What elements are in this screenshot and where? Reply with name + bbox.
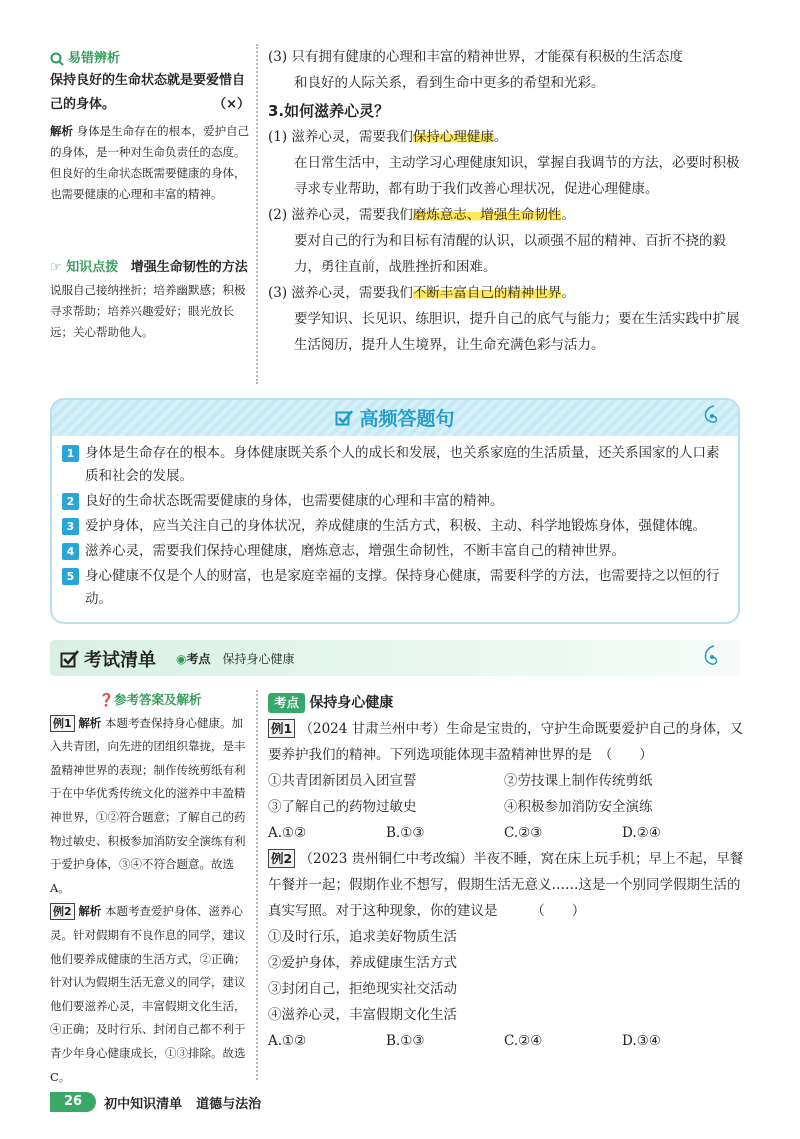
magnifier-icon — [50, 52, 64, 66]
answer-1-label: 例1 — [50, 715, 75, 732]
high-frequency-box — [50, 398, 740, 624]
question-2-label: 例2 — [268, 849, 295, 868]
column-divider-2 — [256, 690, 258, 1080]
question-1-stem: （2024 甘肃兰州中考）生命是宝贵的，守护生命既要爱护自己的身体，又要养护我们的精神。下列选项能体现丰盈精神世界的是 （ ） — [268, 721, 744, 763]
knowledge-point-title: 保持身心健康 — [309, 695, 394, 711]
point3-line1: (3) 只有拥有健康的心理和丰富的精神世界，才能葆有积极的生活态度 — [268, 49, 683, 65]
item-number: 5 — [62, 568, 79, 585]
question-2 — [268, 846, 750, 924]
book-title: 初中知识清单 — [104, 1096, 183, 1112]
knowledge-point-label: 考点 — [268, 693, 305, 713]
error-mark: （×） — [213, 97, 250, 112]
item-text: 良好的生命状态既需要健康的身体，也需要健康的心理和丰富的精神。 — [85, 493, 504, 509]
questions-column — [268, 690, 750, 1054]
knowledge-point — [268, 690, 750, 716]
item-number: 2 — [62, 493, 79, 510]
answer-2: 例2 解析 本题考查爱护身体、滋养心灵。针对假期有不良作息的同学，建议他们要养成健康的生活方式，②正确；针对认为假期生活无意义的同学，建议他们要滋养心灵，丰富假期文化生活，④正确；及时行乐、封闭自己都不利于青少年身心健康成长，①③排除。故选C。 — [50, 904, 246, 1084]
list-item — [62, 442, 724, 488]
error-analysis-title: 易错辨析 — [68, 51, 121, 66]
error-analysis-heading — [50, 48, 250, 69]
point3-line2: 和良好的人际关系，看到生命中更多的希望和光彩。 — [294, 75, 605, 91]
exam-banner — [50, 640, 740, 676]
question-1-options-b: ③了解自己的药物过敏史 ④积极参加消防安全演练 — [268, 799, 653, 815]
analysis-label: 解析 — [50, 124, 73, 138]
list-item — [62, 565, 724, 611]
page-number: 26 — [50, 1092, 96, 1112]
sub3-body: 要学知识、长见识、练胆识，提升自己的底气与能力；要在生活实践中扩展生活阅历，提升人生境界，让生命充满色彩与活力。 — [294, 311, 740, 353]
tips-text: 说服自己接纳挫折；培养幽默感；积极寻求帮助；培养兴趣爱好；眼光放长远；关心帮助他人。 — [50, 283, 246, 339]
item-text: 爱护身体，应当关注自己的身体状况，养成健康的生活方式，积极、主动、科学地锻炼身体，强健体魄。 — [85, 518, 706, 534]
column-divider — [256, 44, 258, 384]
question-1 — [268, 716, 750, 768]
list-item — [62, 490, 724, 513]
question-1-choices: A.①② B.①③ C.②③ D.②④ — [268, 825, 661, 841]
highlight-1: 保持心理健康 — [412, 129, 494, 145]
high-frequency-list — [62, 442, 724, 613]
high-frequency-title: 高频答题句 — [359, 408, 455, 430]
list-item — [62, 540, 724, 563]
sub3-line: (3) 滋养心灵，需要我们不断丰富自己的精神世界。 — [268, 285, 575, 301]
question-1-options-a: ①共青团新团员入团宣誓 ②劳技课上制作传统剪纸 — [268, 773, 653, 789]
question-2-option: ④滋养心灵，丰富假期文化生活 — [268, 1007, 457, 1023]
exam-title: 考试清单 — [84, 650, 156, 671]
sub1-line: (1) 滋养心灵，需要我们保持心理健康。 — [268, 129, 508, 145]
sub1-body: 在日常生活中，主动学习心理健康知识，掌握自我调节的方法，必要时积极寻求专业帮助，都有助于我们改善心理状况，促进心理健康。 — [294, 155, 740, 197]
answer-2-label: 例2 — [50, 903, 75, 920]
error-analysis-body — [50, 121, 250, 205]
item-number: 4 — [62, 543, 79, 560]
key-icon: ❓ — [98, 692, 115, 707]
tips-heading — [50, 256, 250, 280]
answers-heading — [50, 688, 250, 712]
high-frequency-heading — [52, 404, 738, 431]
subject-title: 道德与法治 — [196, 1096, 262, 1112]
highlight-2: 磨炼意志、增强生命韧性 — [412, 207, 562, 223]
question-2-choices: A.①② B.①③ C.②④ D.③④ — [268, 1033, 661, 1049]
item-text: 身体是生命存在的根本。身体健康既关系个人的成长和发展，也关系家庭的生活质量，还关系国家的人口素质和社会的发展。 — [85, 445, 720, 484]
answers-title: 参考答案及解析 — [114, 692, 202, 707]
tips-section — [50, 256, 250, 343]
checkbox-icon — [335, 409, 353, 427]
exam-check-icon — [60, 649, 80, 669]
item-number: 3 — [62, 518, 79, 535]
answer-1-text: 本题考查保持身心健康。加入共青团，向先进的团组织靠拢，是丰盈精神世界的表现；制作传统剪纸有利于在中华优秀传统文化的滋养中丰盈精神世界，①②符合题意；了解自己的药物过敏史、积极参加消防安全演练有利于爱护身体，③④不符合题意。故选A。 — [50, 715, 246, 895]
analysis-text: 身体是生命存在的根本，爱护自己的身体，是一种对生命负责任的态度。但良好的生命状态既需要健康的身体，也需要健康的心理和丰富的精神。 — [50, 124, 250, 201]
section-heading: 3.如何滋养心灵？ — [268, 102, 390, 120]
exam-tag: ◉考点 保持身心健康 — [176, 652, 295, 666]
error-analysis-section — [50, 48, 250, 205]
answer-1: 例1 解析 本题考查保持身心健康。加入共青团，向先进的团组织靠拢，是丰盈精神世界的表现；制作传统剪纸有利于在中华优秀传统文化的滋养中丰盈精神世界，①②符合题意；了解自己的药物过敏史、积极参加消防安全演练有利于爱护身体，③④不符合题意。故选A。 — [50, 715, 246, 895]
highlight-3: 不断丰富自己的精神世界 — [412, 285, 562, 301]
question-2-stem: （2023 贵州铜仁中考改编）半夜不睡，窝在床上玩手机；早上不起，早餐午餐并一起；假期作业不想写，假期生活无意义……这是一个别同学假期生活的真实写照。对于这种现象，你的建议是 （ ） — [268, 851, 744, 919]
error-statement: 保持良好的生命状态就是要爱惜自己的身体。 （×） — [50, 69, 250, 117]
sub2-body: 要对自己的行为和目标有清醒的认识，以顽强不屈的精神、百折不挠的毅力，勇往直前，战胜挫折和困难。 — [294, 233, 726, 275]
answer-2-text: 本题考查爱护身体、滋养心灵。针对假期有不良作息的同学，建议他们要养成健康的生活方式，②正确；针对认为假期生活无意义的同学，建议他们要滋养心灵，丰富假期文化生活，④正确；及时行乐、封闭自己都不利于青少年身心健康成长，①③排除。故选C。 — [50, 904, 246, 1084]
answers-column — [50, 688, 250, 1089]
item-text: 身心健康不仅是个人的财富，也是家庭幸福的支撑。保持身心健康，需要科学的方法，也需要持之以恒的行动。 — [85, 568, 720, 607]
question-1-label: 例1 — [268, 719, 295, 738]
sub2-line: (2) 滋养心灵，需要我们磨炼意志、增强生命韧性。 — [268, 207, 575, 223]
list-item — [62, 515, 724, 538]
page-footer — [50, 1092, 261, 1112]
main-top-text — [268, 44, 750, 358]
item-text: 滋养心灵，需要我们保持心理健康，磨炼意志，增强生命韧性，不断丰富自己的精神世界。 — [85, 543, 625, 559]
tips-icon: ☞ — [50, 260, 62, 275]
question-2-option: ②爱护身体，养成健康生活方式 — [268, 955, 457, 971]
tips-title: 知识点拨 — [66, 260, 119, 275]
tips-topic: 增强生命韧性的方法 — [130, 260, 248, 275]
swirl-icon — [698, 642, 720, 670]
swirl-icon — [698, 402, 720, 428]
question-2-option: ③封闭自己，拒绝现实社交活动 — [268, 981, 457, 997]
item-number: 1 — [62, 445, 79, 462]
question-2-option: ①及时行乐，追求美好物质生活 — [268, 929, 457, 945]
